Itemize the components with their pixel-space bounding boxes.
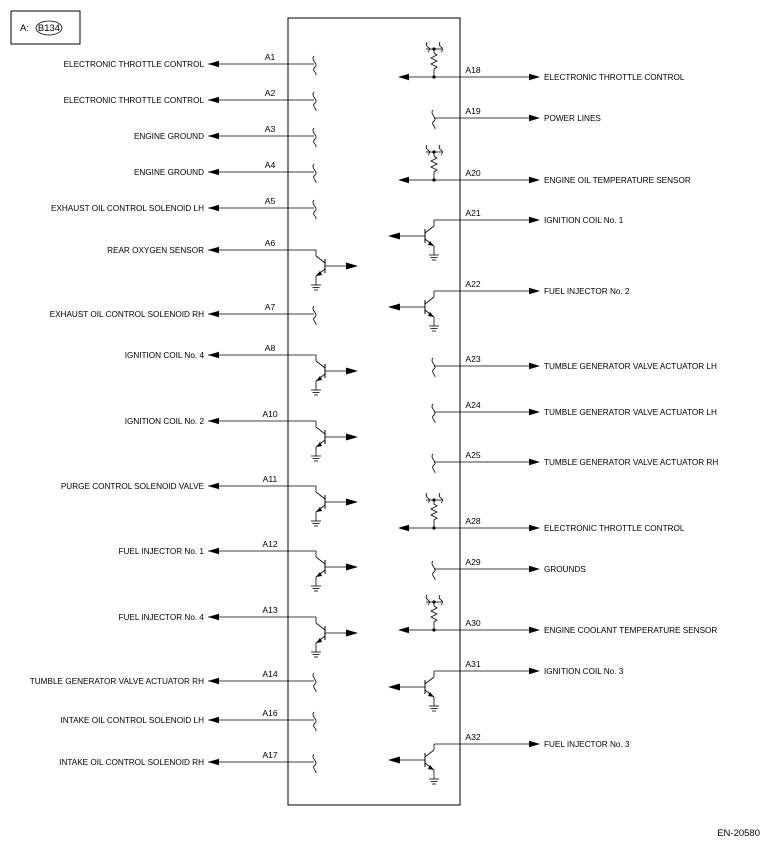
output-arrow (529, 668, 540, 674)
pin-number: A3 (264, 124, 276, 134)
pin-label: ENGINE OIL TEMPERATURE SENSOR (544, 176, 691, 185)
pin-row-a30 (398, 595, 717, 635)
pin-row-a22 (388, 279, 630, 331)
resistor-symbol (431, 606, 437, 622)
output-arrow (208, 97, 219, 103)
pin-number: A22 (465, 279, 481, 289)
pin-number: A10 (262, 409, 278, 419)
pin-number: A24 (465, 400, 481, 410)
pin-label: IGNITION COIL No. 2 (124, 417, 204, 426)
output-arrow (208, 614, 219, 620)
pin-label: ELECTRONIC THROTTLE CONTROL (544, 73, 685, 82)
pin-row-a10 (125, 409, 358, 461)
pin-row-a31 (388, 659, 624, 711)
wave-symbol (313, 92, 316, 111)
pin-label: TUMBLE GENERATOR VALVE ACTUATOR LH (544, 408, 717, 417)
bidirectional-arrow-left (398, 525, 409, 531)
pin-label: FUEL INJECTOR No. 4 (118, 613, 204, 622)
pin-number: A8 (264, 343, 276, 353)
pin-number: A32 (465, 732, 481, 742)
pin-number: A18 (465, 65, 481, 75)
pin-row-a14 (30, 669, 316, 692)
left-pins (30, 52, 358, 773)
pin-number: A2 (264, 88, 276, 98)
pin-number: A1 (264, 52, 276, 62)
pin-label: ENGINE GROUND (133, 168, 204, 177)
connector-code: B134 (37, 23, 61, 34)
pin-row-a25 (432, 450, 718, 473)
input-arrow (346, 564, 358, 571)
pin-label: PURGE CONTROL SOLENOID VALVE (60, 482, 204, 491)
pin-number: A17 (262, 750, 278, 760)
pin-label: ELECTRONIC THROTTLE CONTROL (544, 524, 685, 533)
pin-row-a23 (432, 354, 717, 377)
pin-label: FUEL INJECTOR No. 3 (544, 740, 630, 749)
pin-number: A30 (465, 618, 481, 628)
pin-number: A11 (262, 474, 278, 484)
output-arrow (529, 177, 540, 183)
pin-label: TUMBLE GENERATOR VALVE ACTUATOR LH (544, 362, 717, 371)
input-arrow (346, 434, 358, 441)
pin-row-a19 (432, 106, 601, 129)
output-arrow (529, 74, 540, 80)
output-arrow (529, 288, 540, 294)
bidirectional-arrow-left (398, 74, 409, 80)
pin-label: EXHAUST OIL CONTROL SOLENOID RH (49, 310, 204, 319)
pin-number: A21 (465, 208, 481, 218)
pin-row-a6 (107, 238, 358, 290)
pin-row-a21 (388, 208, 624, 260)
resistor-symbol (431, 53, 437, 69)
pin-number: A16 (262, 708, 278, 718)
pin-label: REAR OXYGEN SENSOR (107, 246, 204, 255)
pin-row-a18 (398, 42, 685, 82)
pin-row-a2 (64, 88, 317, 111)
pin-row-a3 (134, 124, 316, 147)
output-arrow (529, 459, 540, 465)
pin-row-a32 (388, 732, 630, 784)
pin-label: INTAKE OIL CONTROL SOLENOID RH (59, 758, 204, 767)
output-arrow (208, 548, 219, 554)
pin-number: A29 (465, 557, 481, 567)
pin-row-a11 (61, 474, 358, 526)
wave-symbol (313, 712, 316, 731)
pin-label: ENGINE GROUND (133, 132, 204, 141)
pin-number: A31 (465, 659, 481, 669)
wave-symbol (313, 56, 316, 75)
output-arrow (208, 133, 219, 139)
pin-label: IGNITION COIL No. 3 (544, 667, 624, 676)
pin-label: FUEL INJECTOR No. 1 (118, 547, 204, 556)
input-arrow (388, 757, 400, 764)
pin-label: GROUNDS (544, 565, 586, 574)
output-arrow (208, 352, 219, 358)
pin-label: IGNITION COIL No. 1 (544, 216, 624, 225)
pin-row-a17 (59, 750, 316, 773)
output-arrow (208, 759, 219, 765)
pin-number: A25 (465, 450, 481, 460)
pin-label: INTAKE OIL CONTROL SOLENOID LH (60, 716, 204, 725)
output-arrow (208, 61, 219, 67)
bidirectional-arrow-left (398, 627, 409, 633)
footer-code: EN-20580 (717, 828, 760, 839)
input-arrow (388, 684, 400, 691)
pin-row-a29 (432, 557, 586, 580)
pin-row-a28 (398, 493, 685, 533)
wave-symbol (432, 404, 435, 423)
input-arrow (346, 368, 358, 375)
output-arrow (208, 247, 219, 253)
pin-number: A5 (264, 196, 276, 206)
input-arrow (346, 263, 358, 270)
pin-label: EXHAUST OIL CONTROL SOLENOID LH (50, 204, 204, 213)
wave-symbol (432, 454, 435, 473)
output-arrow (208, 678, 219, 684)
pin-number: A20 (465, 168, 481, 178)
pin-number: A19 (465, 106, 481, 116)
right-pins (388, 42, 718, 784)
output-arrow (529, 627, 540, 633)
pin-label: POWER LINES (544, 114, 601, 123)
input-arrow (388, 304, 400, 311)
output-arrow (529, 741, 540, 747)
pin-number: A4 (264, 160, 276, 170)
pin-row-a13 (118, 605, 358, 657)
pin-number: A7 (264, 302, 276, 312)
pin-label: ELECTRONIC THROTTLE CONTROL (63, 60, 204, 69)
output-arrow (529, 566, 540, 572)
pin-number: A14 (262, 669, 278, 679)
pin-row-a16 (61, 708, 317, 731)
pin-number: A28 (465, 516, 481, 526)
pin-number: A13 (262, 605, 278, 615)
pin-row-a7 (50, 302, 317, 325)
pin-label: IGNITION COIL No. 4 (124, 351, 204, 360)
output-arrow (529, 409, 540, 415)
pin-number: A23 (465, 354, 481, 364)
output-arrow (529, 115, 540, 121)
pin-number: A12 (262, 539, 278, 549)
pin-row-a24 (432, 400, 717, 423)
wave-symbol (313, 200, 316, 219)
pin-row-a12 (118, 539, 358, 591)
wave-symbol (313, 306, 316, 325)
connector-prefix: A: (20, 23, 29, 34)
output-arrow (208, 311, 219, 317)
pin-row-a4 (134, 160, 316, 183)
pin-row-a5 (51, 196, 316, 219)
pin-row-a8 (125, 343, 358, 395)
wave-symbol (313, 754, 316, 773)
output-arrow (208, 418, 219, 424)
wave-symbol (313, 673, 316, 692)
pin-label: TUMBLE GENERATOR VALVE ACTUATOR RH (29, 677, 204, 686)
wave-symbol (432, 110, 435, 129)
wave-symbol (432, 561, 435, 580)
resistor-symbol (431, 156, 437, 172)
input-arrow (388, 233, 400, 240)
output-arrow (529, 217, 540, 223)
wave-symbol (313, 164, 316, 183)
output-arrow (208, 483, 219, 489)
input-arrow (346, 499, 358, 506)
output-arrow (529, 363, 540, 369)
pin-label: ENGINE COOLANT TEMPERATURE SENSOR (544, 626, 718, 635)
resistor-symbol (431, 504, 437, 520)
pin-label: FUEL INJECTOR No. 2 (544, 287, 630, 296)
bidirectional-arrow-left (398, 177, 409, 183)
output-arrow (208, 717, 219, 723)
output-arrow (208, 169, 219, 175)
pin-row-a1 (64, 52, 317, 75)
connector-legend (11, 11, 80, 44)
output-arrow (529, 525, 540, 531)
input-arrow (346, 630, 358, 637)
pin-label: TUMBLE GENERATOR VALVE ACTUATOR RH (544, 458, 719, 467)
wave-symbol (313, 128, 316, 147)
pin-row-a20 (398, 145, 691, 185)
pin-number: A6 (264, 238, 276, 248)
output-arrow (208, 205, 219, 211)
pin-label: ELECTRONIC THROTTLE CONTROL (63, 96, 204, 105)
wave-symbol (432, 358, 435, 377)
